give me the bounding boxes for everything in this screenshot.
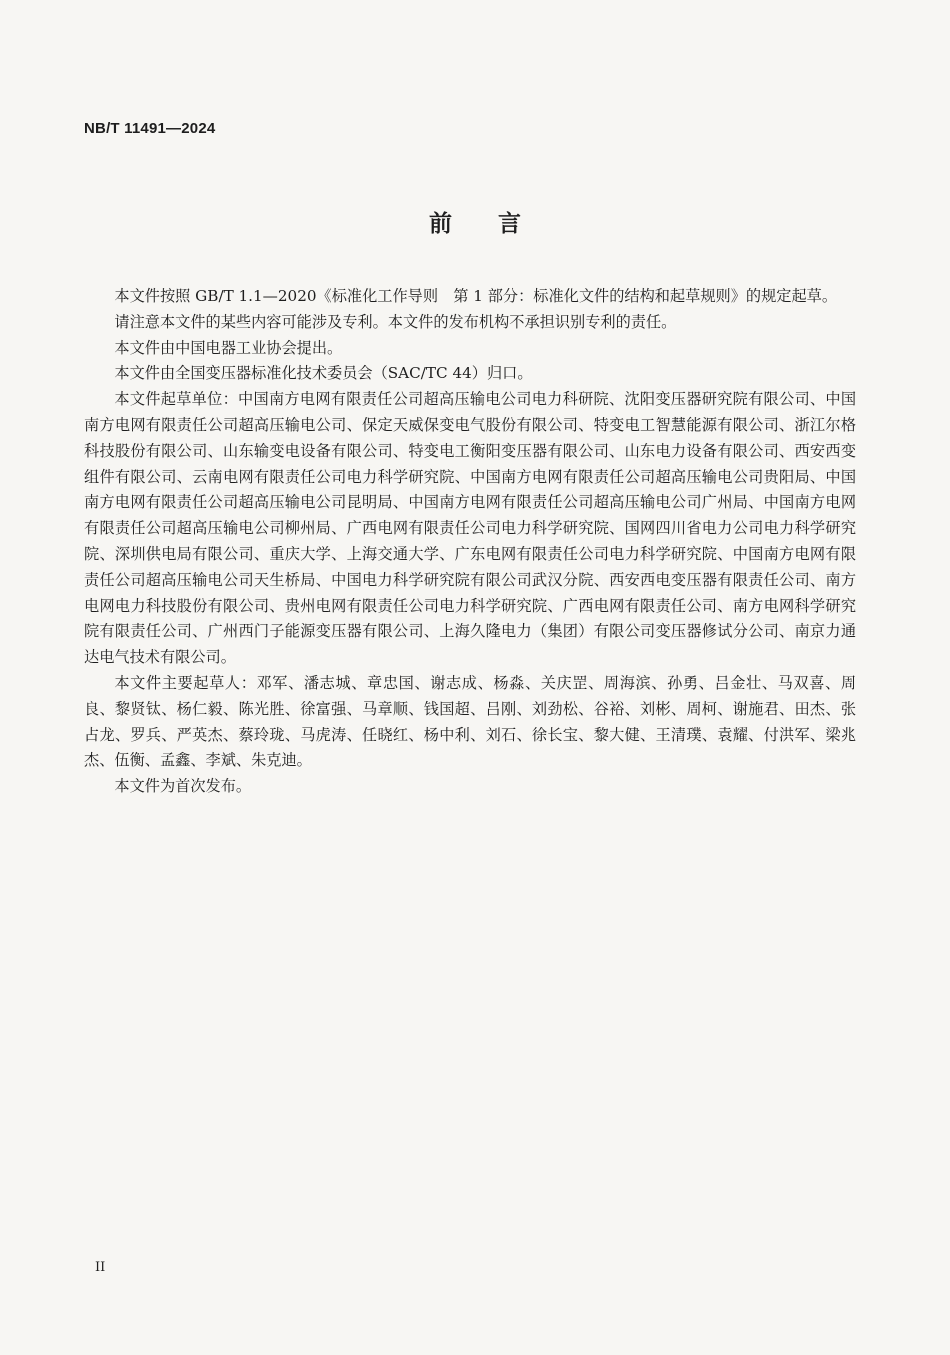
- paragraph-drafters: 本文件主要起草人：邓军、潘志城、章忠国、谢志成、杨淼、关庆罡、周海滨、孙勇、吕金壮、马双喜、周良、黎贤钛、杨仁毅、陈光胜、徐富强、马章顺、钱国超、吕刚、刘劲松、谷裕、刘彬、周柯、谢施君、田杰、张占龙、罗兵、严英杰、蔡玲珑、马虎涛、任晓红、杨中利、刘石、徐长宝、黎大健、王清璞、袁耀、付洪军、梁兆杰、伍衡、孟鑫、李斌、朱克迪。: [84, 673, 856, 770]
- paragraph-patent-notice: 请注意本文件的某些内容可能涉及专利。本文件的发布机构不承担识别专利的责任。: [114, 312, 677, 331]
- paragraph-proposer: 本文件由中国电器工业协会提出。: [114, 338, 343, 357]
- foreword-body: [84, 284, 856, 800]
- page-number: II: [95, 1260, 106, 1275]
- paragraph-drafting-units: 本文件起草单位：中国南方电网有限责任公司超高压输电公司电力科研院、沈阳变压器研究院有限公司、中国南方电网有限责任公司超高压输电公司、保定天威保变电气股份有限公司、特变电工智慧能源有限公司、浙江尔格科技股份有限公司、山东输变电设备有限公司、特变电工衡阳变压器有限公司、山东电力设备有限公司、西安西变组件有限公司、云南电网有限责任公司电力科学研究院、中国南方电网有限责任公司超高压输电公司贵阳局、中国南方电网有限责任公司超高压输电公司昆明局、中国南方电网有限责任公司超高压输电公司广州局、中国南方电网有限责任公司超高压输电公司柳州局、广西电网有限责任公司电力科学研究院、国网四川省电力公司电力科学研究院、深圳供电局有限公司、重庆大学、上海交通大学、广东电网有限责任公司电力科学研究院、中国南方电网有限责任公司超高压输电公司天生桥局、中国电力科学研究院有限公司武汉分院、西安西电变压器有限责任公司、南方电网电力科技股份有限公司、贵州电网有限责任公司电力科学研究院、广西电网有限责任公司、南方电网科学研究院有限责任公司、广州西门子能源变压器有限公司、上海久隆电力（集团）有限公司变压器修试分公司、南京力通达电气技术有限公司。: [84, 390, 856, 667]
- document-code: NB/T 11491—2024: [84, 120, 216, 137]
- paragraph-committee: 本文件由全国变压器标准化技术委员会（SAC/TC 44）归口。: [114, 364, 533, 383]
- paragraph-drafting-rules: 本文件按照 GB/T 1.1—2020《标准化工作导则 第 1 部分：标准化文件的结构和起草规则》的规定起草。: [114, 287, 838, 305]
- page-title: 前言: [429, 211, 567, 237]
- paragraph-first-release: 本文件为首次发布。: [114, 777, 252, 796]
